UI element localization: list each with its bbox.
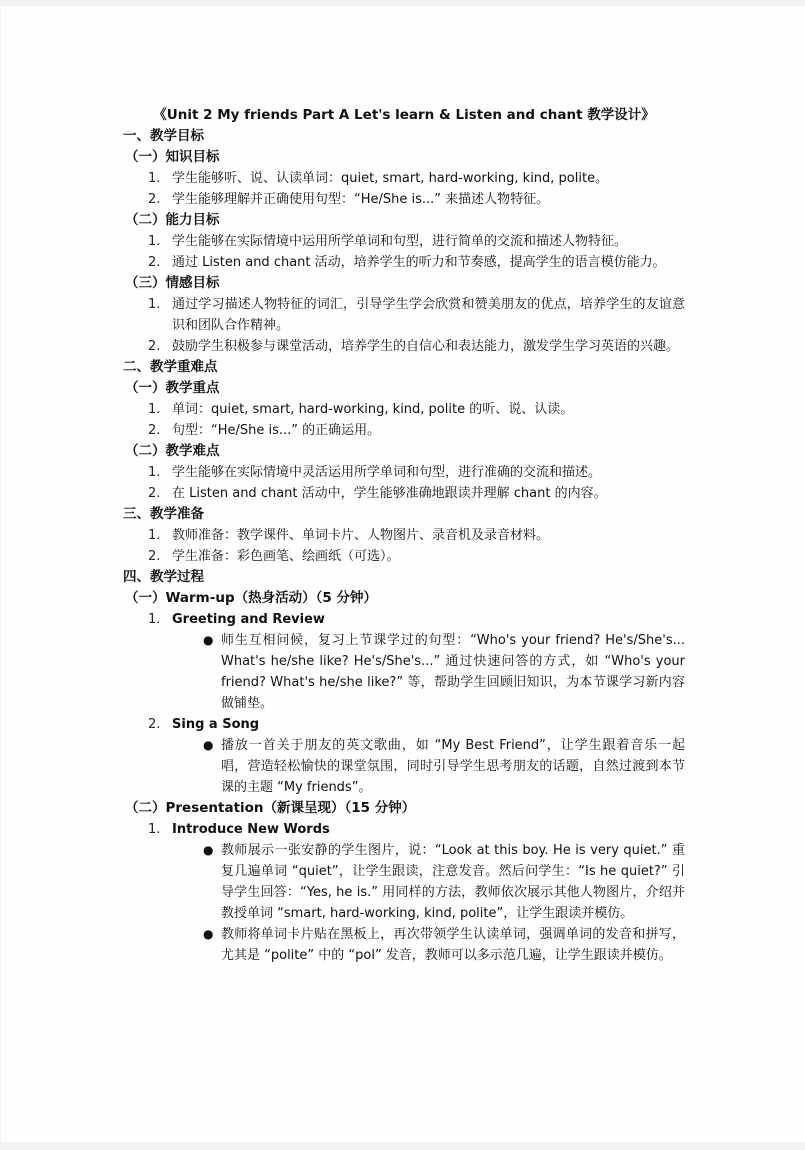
item-text: 鼓励学生积极参与课堂活动，培养学生的自信心和表达能力，激发学生学习英语的兴趣。 xyxy=(172,339,680,354)
item-number: 1. xyxy=(148,528,161,543)
step-title-text: Greeting and Review xyxy=(172,612,325,627)
subsection-heading: （二）Presentation（新课呈现）（15 分钟） xyxy=(125,800,416,816)
item-number: 1. xyxy=(148,234,161,249)
bullet-item xyxy=(123,840,685,924)
document-title: 《Unit 2 My friends Part A Let's learn & Listen and chant 教学设计》 xyxy=(153,107,655,123)
list-item xyxy=(123,189,685,210)
section-heading: 二、教学重难点 xyxy=(123,359,218,375)
item-number: 1. xyxy=(148,402,161,417)
bullet-item xyxy=(123,735,685,798)
item-text: 学生准备：彩色画笔、绘画纸（可选）。 xyxy=(172,549,400,564)
item-text: 句型：“He/She is...” 的正确运用。 xyxy=(172,423,381,438)
bullet-item xyxy=(123,630,685,714)
step-title-text: Sing a Song xyxy=(172,717,260,732)
item-number: 2. xyxy=(148,192,161,207)
list-item xyxy=(123,483,685,504)
list-item xyxy=(123,546,685,567)
bullet-icon: ● xyxy=(203,738,214,752)
item-number: 2. xyxy=(148,339,161,354)
item-text: 学生能够理解并正确使用句型：“He/She is...” 来描述人物特征。 xyxy=(172,192,550,207)
list-item xyxy=(123,168,685,189)
item-number: 2. xyxy=(148,423,161,438)
step-title xyxy=(123,714,685,735)
item-text: 学生能够在实际情境中运用所学单词和句型，进行简单的交流和描述人物特征。 xyxy=(172,234,628,249)
step-number: 1. xyxy=(148,822,161,837)
subsection-heading: （一）教学重点 xyxy=(125,380,220,396)
step-title xyxy=(123,819,685,840)
item-text: 学生能够听、说、认读单词：quiet, smart, hard-working, kind, polite。 xyxy=(172,171,609,186)
list-item xyxy=(123,525,685,546)
document-page xyxy=(1,6,805,1142)
section-heading: 一、教学目标 xyxy=(123,128,204,144)
item-text: 教师准备：教学课件、单词卡片、人物图片、录音机及录音材料。 xyxy=(172,528,550,543)
item-text: 在 Listen and chant 活动中，学生能够准确地跟读并理解 chant 的内容。 xyxy=(172,486,607,501)
bullet-text: 播放一首关于朋友的英文歌曲，如 “My Best Friend”，让学生跟着音乐一起唱，营造轻松愉快的课堂氛围，同时引导学生思考朋友的话题，自然过渡到本节课的主题 “My friends”。 xyxy=(221,738,685,795)
subsection-heading: （二）能力目标 xyxy=(125,212,220,228)
item-number: 2. xyxy=(148,486,161,501)
item-number: 1. xyxy=(148,171,161,186)
list-item xyxy=(123,294,685,336)
list-item xyxy=(123,399,685,420)
subsection-heading: （一）知识目标 xyxy=(125,149,220,165)
list-item xyxy=(123,420,685,441)
step-number: 1. xyxy=(148,612,161,627)
bullet-text: 教师将单词卡片贴在黑板上，再次带领学生认读单词，强调单词的发音和拼写，尤其是 “polite” 中的 “pol” 发音，教师可以多示范几遍，让学生跟读并模仿。 xyxy=(221,927,685,963)
bullet-icon: ● xyxy=(203,927,214,941)
item-text: 通过 Listen and chant 活动，培养学生的听力和节奏感，提高学生的语言模仿能力。 xyxy=(172,255,666,270)
item-text: 单词：quiet, smart, hard-working, kind, polite 的听、说、认读。 xyxy=(172,402,574,417)
item-number: 1. xyxy=(148,465,161,480)
list-item xyxy=(123,252,685,273)
item-text: 学生能够在实际情境中灵活运用所学单词和句型，进行准确的交流和描述。 xyxy=(172,465,602,480)
section-heading: 三、教学准备 xyxy=(123,506,204,522)
step-title xyxy=(123,609,685,630)
subsection-heading: （三）情感目标 xyxy=(125,275,220,291)
step-title-text: Introduce New Words xyxy=(172,822,330,837)
bullet-item xyxy=(123,924,685,966)
document-content xyxy=(123,105,685,966)
list-item xyxy=(123,462,685,483)
list-item xyxy=(123,231,685,252)
item-number: 2. xyxy=(148,255,161,270)
subsection-heading: （一）Warm-up（热身活动）（5 分钟） xyxy=(125,590,377,606)
item-text: 通过学习描述人物特征的词汇，引导学生学会欣赏和赞美朋友的优点，培养学生的友谊意识和团队合作精神。 xyxy=(172,297,685,333)
bullet-text: 教师展示一张安静的学生图片，说：“Look at this boy. He is very quiet.” 重复几遍单词 “quiet”，让学生跟读，注意发音。然后问学生：“Is he quiet?” 引导学生回答：“Yes, he is.” 用同样的方法，教师依次展示其他人物图片，介绍并教授单词 “smart, hard-working, kind, polite”，让学生跟读并模仿。 xyxy=(221,843,685,921)
subsection-heading: （二）教学难点 xyxy=(125,443,220,459)
item-number: 2. xyxy=(148,549,161,564)
bullet-icon: ● xyxy=(203,843,214,857)
item-number: 1. xyxy=(148,297,161,312)
section-heading: 四、教学过程 xyxy=(123,569,204,585)
bullet-icon: ● xyxy=(203,633,214,647)
bullet-text: 师生互相问候，复习上节课学过的句型：“Who's your friend? He's/She's... What's he/she like? He's/She's...” 通过快速问答的方式，如 “Who's your friend? What's he/she like?” 等，帮助学生回顾旧知识，为本节课学习新内容做铺垫。 xyxy=(221,633,685,711)
step-number: 2. xyxy=(148,717,161,732)
list-item xyxy=(123,336,685,357)
